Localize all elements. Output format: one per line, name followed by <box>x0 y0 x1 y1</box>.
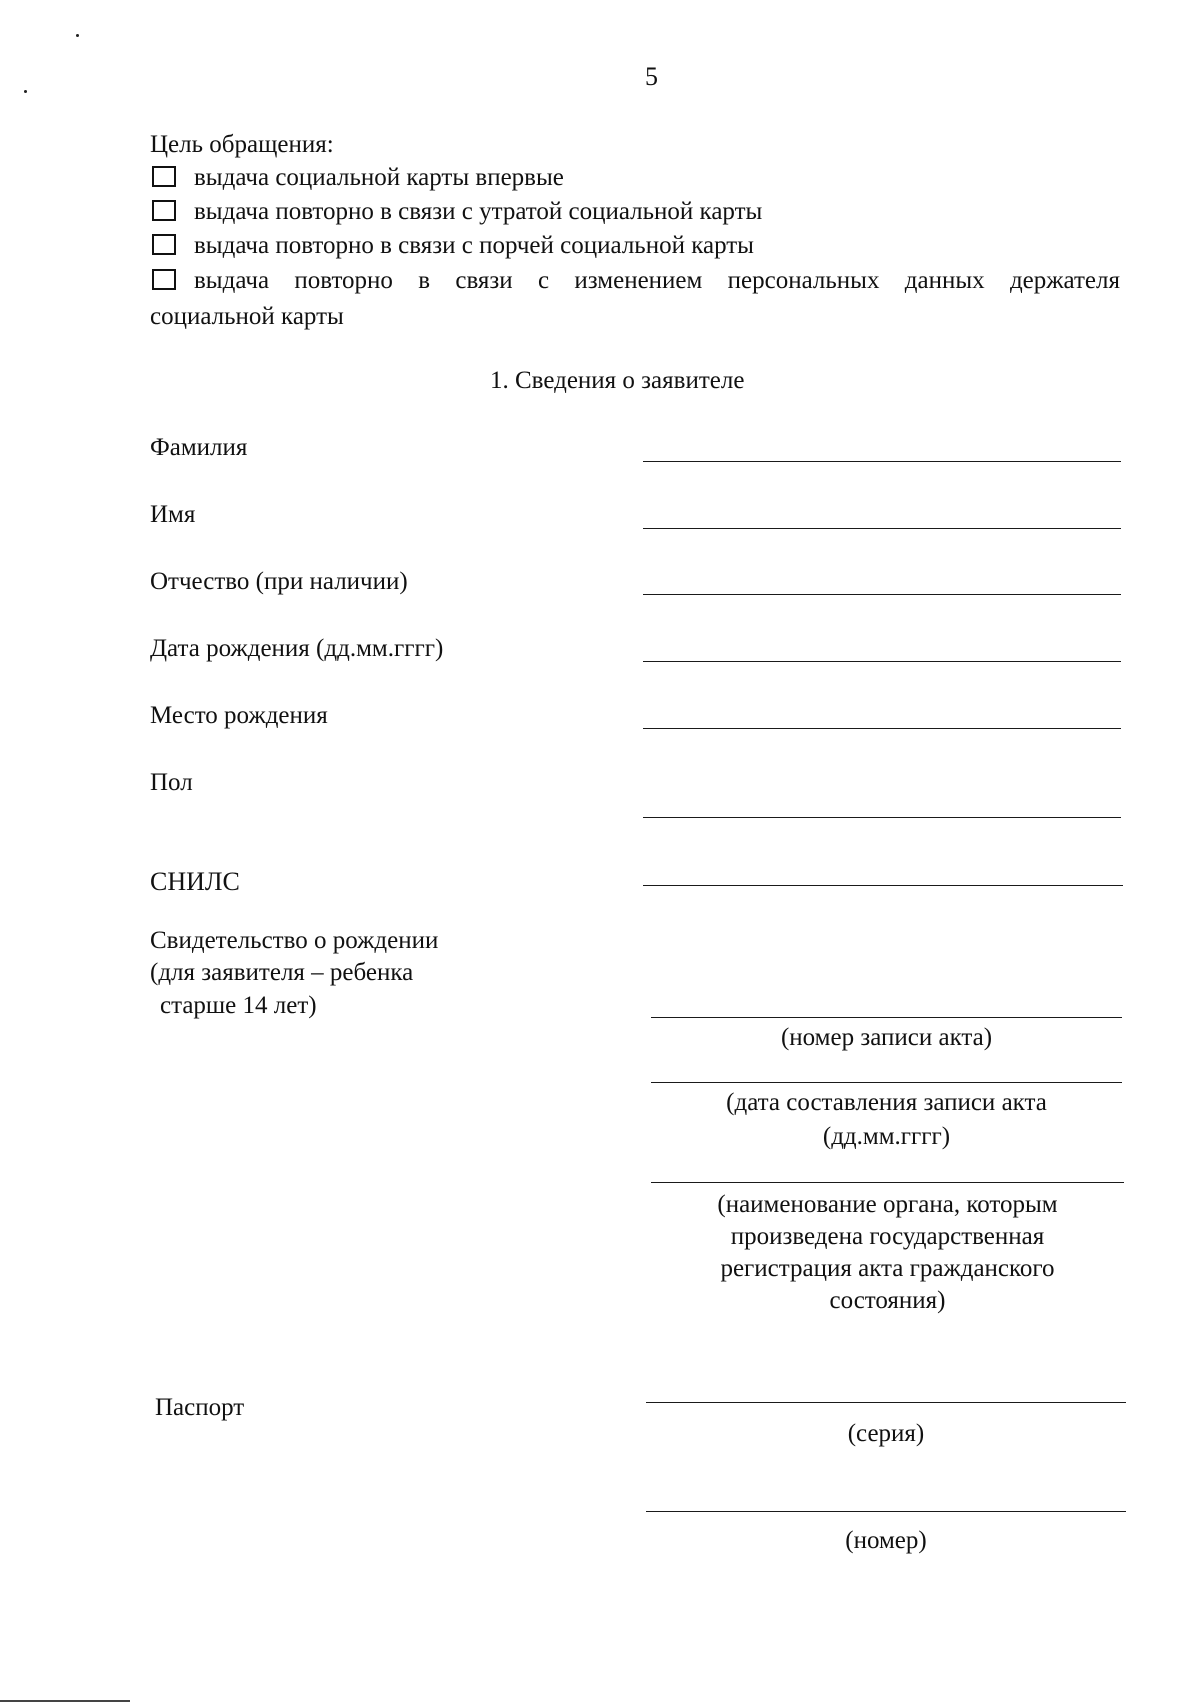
record-date-field[interactable] <box>651 1082 1122 1083</box>
registration-authority-field[interactable] <box>651 1182 1124 1183</box>
caption-record-date-format: (дд.мм.гггг) <box>822 1123 951 1150</box>
label-birth-certificate-note-cont: старше 14 лет) <box>160 992 317 1019</box>
caption-authority-cont-1: произведена государственная <box>730 1223 1045 1250</box>
scan-speck <box>24 90 27 93</box>
page-number: 5 <box>645 62 658 91</box>
label-patronymic: Отчество (при наличии) <box>150 568 408 595</box>
passport-number-field[interactable] <box>646 1511 1126 1512</box>
caption-passport-number: (номер) <box>845 1527 927 1554</box>
surname-field[interactable] <box>643 461 1121 462</box>
caption-authority-cont-3: состояния) <box>829 1287 946 1314</box>
label-birth-place: Место рождения <box>150 702 328 729</box>
caption-authority-cont-2: регистрация акта гражданского <box>720 1255 1055 1282</box>
checkbox-reissue-damage[interactable] <box>152 234 176 255</box>
caption-authority: (наименование органа, которым <box>717 1191 1058 1218</box>
label-sex: Пол <box>150 769 193 796</box>
label-birth-date: Дата рождения (дд.мм.гггг) <box>150 635 444 662</box>
snils-field[interactable] <box>643 885 1123 886</box>
sex-field[interactable] <box>643 817 1121 818</box>
passport-series-field[interactable] <box>646 1402 1126 1403</box>
label-name: Имя <box>150 501 196 528</box>
option-reissue-data-change-continuation: социальной карты <box>150 303 344 330</box>
option-reissue-data-change: выдача повторно в связи с изменением персональных данных держателя <box>194 267 1120 294</box>
label-passport: Паспорт <box>155 1394 245 1421</box>
birth-date-field[interactable] <box>643 661 1121 662</box>
checkbox-reissue-data-change[interactable] <box>152 269 176 290</box>
option-first-issue: выдача социальной карты впервые <box>194 164 564 191</box>
birth-place-field[interactable] <box>643 728 1121 729</box>
page-edge-rule <box>0 1700 130 1702</box>
patronymic-field[interactable] <box>643 594 1121 595</box>
checkbox-reissue-loss[interactable] <box>152 200 176 221</box>
checkbox-first-issue[interactable] <box>152 166 176 187</box>
scan-speck <box>76 34 79 37</box>
caption-passport-series: (серия) <box>847 1420 925 1447</box>
caption-record-number: (номер записи акта) <box>780 1024 993 1051</box>
option-reissue-damage: выдача повторно в связи с порчей социальной карты <box>194 232 754 259</box>
section-title: 1. Сведения о заявителе <box>490 367 745 394</box>
name-field[interactable] <box>643 528 1121 529</box>
label-surname: Фамилия <box>150 434 248 461</box>
record-number-field[interactable] <box>651 1017 1122 1018</box>
caption-record-date: (дата составления записи акта <box>726 1089 1047 1116</box>
option-reissue-loss: выдача повторно в связи с утратой социальной карты <box>194 198 763 225</box>
label-snils: СНИЛС <box>150 867 240 896</box>
label-birth-certificate-note: (для заявителя – ребенка <box>150 959 414 986</box>
label-birth-certificate: Свидетельство о рождении <box>150 927 439 954</box>
purpose-heading: Цель обращения: <box>150 131 334 158</box>
